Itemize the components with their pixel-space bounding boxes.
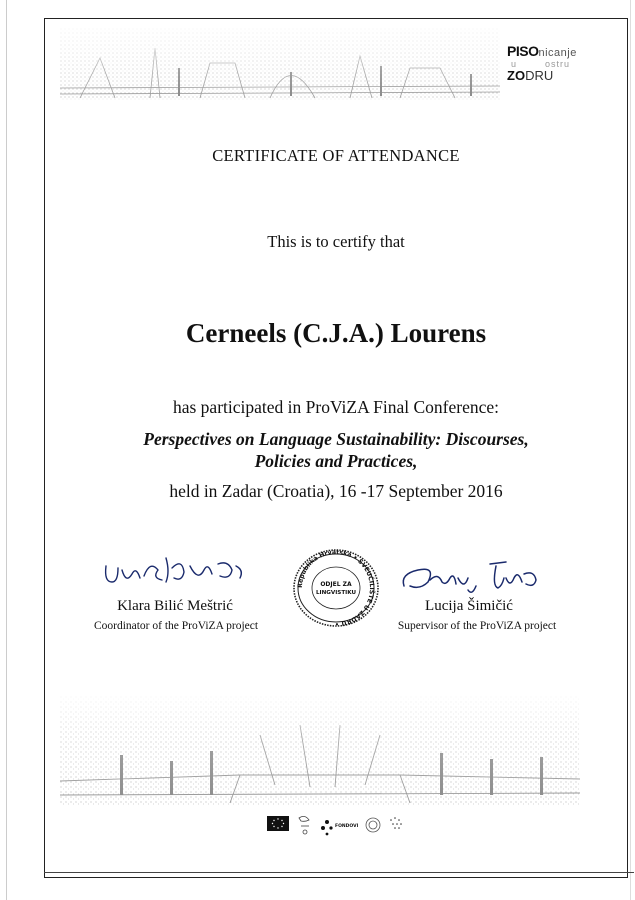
dotted-logo-icon [390, 817, 402, 829]
government-crest-icon [299, 816, 309, 834]
conference-title-line-1: Perspectives on Language Sustainability: Discourses, [143, 429, 529, 449]
logo-part-6: DRU [525, 67, 554, 83]
top-photo-band [60, 28, 500, 100]
fondovi-logo-text: FONDOVI [335, 824, 359, 829]
stamp-center-line-2: LINGVISTIKU [315, 590, 357, 596]
round-emblem-icon [366, 818, 380, 832]
stamp-ring-text: Republika Hrvatska • SVEUČILIŠTE U ZADRU • [296, 548, 376, 628]
left-signatory-role: Coordinator of the ProViZA project [93, 620, 259, 632]
proviza-logo [507, 44, 607, 83]
right-signatory-role: Supervisor of the ProViZA project [397, 620, 557, 632]
conference-title [44, 428, 628, 472]
recipient-name: Cerneels (C.J.A.) Lourens [185, 318, 487, 348]
scan-edge-left [6, 0, 7, 900]
logo-part-2: nicanje [538, 47, 577, 59]
scan-edge-right [630, 0, 631, 900]
bottom-photo-band [60, 695, 580, 805]
stamp-center-line-1: ODJEL ZA [320, 581, 352, 588]
certify-line: This is to certify that [267, 232, 405, 251]
participation-line: has participated in ProViZA Final Conference: [172, 397, 499, 417]
right-signatory-name: Lucija Šimičić [425, 598, 513, 614]
logo-part-5: ZO [507, 67, 526, 83]
logo-part-3: u [511, 58, 518, 69]
logo-part-1: PISO [507, 43, 539, 59]
venue-date-line: held in Zadar (Croatia), 16 -17 September 2016 [169, 481, 503, 501]
certificate-heading: CERTIFICATE OF ATTENDANCE [212, 146, 460, 165]
frame-bottom-rule [44, 872, 634, 873]
sponsor-logos [265, 812, 425, 844]
left-signature-icon [100, 552, 250, 596]
logo-part-4: ostru [545, 58, 571, 69]
right-signature-icon [398, 556, 548, 600]
conference-title-line-2: Policies and Practices, [254, 451, 418, 471]
eu-flag-icon [267, 816, 289, 831]
official-stamp-icon [290, 548, 382, 628]
left-signatory-name: Klara Bilić Meštrić [117, 598, 233, 614]
fondovi-logo-icon [321, 820, 359, 835]
